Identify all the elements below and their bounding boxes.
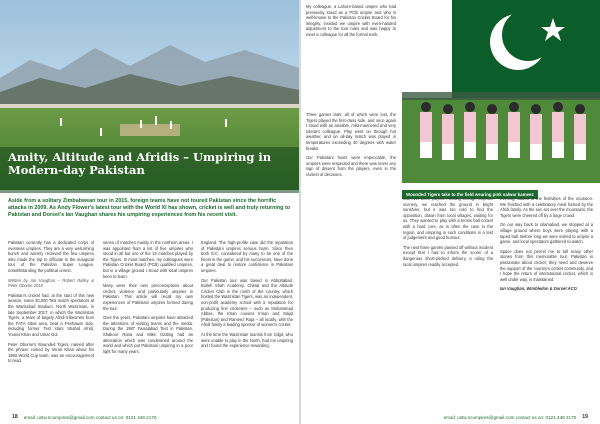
paragraph: The next three games passed off without incident except that I had to inform the scorer of a dangerous short-pitched delivery, a ruling the local umpires readily accepted. bbox=[403, 244, 493, 267]
photo-caption-band bbox=[402, 183, 600, 197]
footer-right bbox=[444, 414, 594, 420]
paragraph: Our Pakistan tour was based in Abbottabad. Bulleh Shah Academy, Chitral and the Altitude Cricket Club in the north of the country, which hosted the Waziristan Tigers, was an independent, non-profit academy school with a reputation for producing fine cricketers – such as Mohammad Abbas, the Khan cousins Imran and Majid (Pakistan) and Rameez Raja – all locally, with the Afridi family a leading sponsor of women's cricket. bbox=[201, 277, 293, 328]
paragraph: Over the years, Pakistani umpires have attracted the attentions of visiting teams and the media. During the 1987 Faisalabad Test in Pakistan, Shakoor Rana and Mike Gatting had an altercation which was condemned around the world and which put Pakistani umpiring in a poor light for many years. bbox=[103, 315, 193, 354]
right-column-2 bbox=[403, 196, 493, 271]
paragraph: On our way back to Islamabad, we stopped at a village ground where boys were playing with a taped ball. Before long we were invited to umpire a game, and local spectators gathered to watch. bbox=[500, 222, 593, 245]
footer-contact: email: ustw.ncumpires@gmail.com contact us on: 0121 448 2170 bbox=[23, 414, 157, 420]
paragraph: Pakistan's cricket had, at the start of this new season, some 20,000 Test match spectators at the Wazirabad Stadium, North Waziristan, in late September 2017, in which the Waziristan Tigers, a team of largely Afridi tribesmen from the FATA tribal area, beat a Peshawar side, including former Test stars Shahid Afridi, Younis Khan and Umar Gul. bbox=[8, 292, 94, 337]
photo-caption: Wounded Tigers take to the field wearing pink salwar kameez bbox=[402, 190, 538, 199]
author-signoff: Ian Vaughan, Wimbledon & Dorset ACO bbox=[500, 286, 577, 292]
right-column-1 bbox=[306, 4, 396, 42]
paragraph: England. The high-profile case did the reputation of Pakistani umpires serious harm. Since then both ICC, considered by many to be one of the finest in the game, and his successors, have done a great deal to restore confidence in Pakistani umpires. bbox=[201, 240, 293, 273]
page-gutter bbox=[299, 0, 301, 424]
headline-band bbox=[0, 147, 299, 193]
paragraph: evening, added to the festivities of the occasion. We finished with a celebratory meal hosted by the Afridi family. As the sun set over the mountains, the Tigers were cheered off by a large crowd. bbox=[500, 196, 593, 218]
left-column-2 bbox=[103, 240, 193, 358]
footer-contact: email: ustw.ncumpires@gmail.com contact us on: 0121 448 2170 bbox=[443, 414, 577, 420]
paragraph: Our Pakistani hosts were impeccable, the umpires were respected and there was never any sign of dissent from the players, even in the closest of decisions. bbox=[306, 155, 396, 177]
paragraph: Space does not permit me to tell many other stories from this memorable tour. Pakistan is passionate about cricket; they need and deserve the support of the country's cricket community, and I hope the return of international cricket, which is well under way, is maintained. bbox=[500, 248, 593, 282]
right-column-1-lower bbox=[306, 112, 396, 182]
paragraph: Pakistan currently has a dedicated corps of overseas umpires. They are a very welcoming bunch and warmly received the few umpires who made the trip to officiate in the inaugural tour of the Pakistan Super League, notwithstanding the political unrest. bbox=[8, 240, 94, 273]
paragraph: My colleague, a Lahore-based umpire who had previously stood as a PCB umpire and who is well-known to the Pakistan Cricket Board for his integrity, insisted we umpire with even-handed adjustment to the tour rules and was happy to meet a colleague for all the formal work. bbox=[306, 4, 396, 37]
paragraph: had ever been played. Passing through majestic scenery, we reached the ground in bright sunshine, but it was too cold to find the opposition, drawn from local villages, waiting for us. They wanted to play with a tennis ball cricket with a hard core, as is often the case in the region, and umpiring in such conditions is a test of judgement and good humour. bbox=[403, 196, 493, 241]
paragraph: Peter Oborne's Wounded Tigers, named after the phrase coined by Imran Khan about his 1992 World Cup team, was an encouragement to read. bbox=[8, 341, 94, 364]
page-number: 18 bbox=[12, 414, 18, 420]
paragraph: Many were their own preconceptions about cricket, violence and particularly umpires in Pakistan. This article will recall my own experiences of Pakistani umpires formed during the tour. bbox=[103, 283, 193, 311]
page-number: 19 bbox=[582, 414, 588, 420]
article-headline: Amity, Altitude and Afridis – Umpiring in Modern-day Pakistan bbox=[8, 150, 272, 177]
paragraph: Three games later, all of which were lost, the Tigers played the first-class side, and once again I stood with an amiable, mild-mannered and very tolerant colleague. Play went on through hot weather, and an all-day match was played in temperatures exceeding 40 degrees with water breaks. bbox=[306, 112, 396, 151]
article-standfirst: Aside from a solitary Zimbabwean tour in 2015, foreign teams have not toured Pakistan since the horrific attacks in 2009. As Andy Flower's latest tour with the World XI has shown, cricket is well and truly returning to Pakistan and Dorset's Ian Vaughan shares his umpiring experiences from his recent visit. bbox=[8, 198, 291, 218]
footer-left bbox=[6, 414, 156, 420]
left-column-3 bbox=[201, 240, 293, 353]
right-column-3 bbox=[500, 196, 593, 296]
paragraph: At the time the Waziristan tourists from Gilgit, who were unable to play in the North, had me umpiring and I found the experience rewarding. bbox=[201, 331, 293, 349]
paragraph: series of matches mainly in the northern areas. I was appointed from a list of five umpires who stood in all but one of the 15 matches played by the Tigers. In most matches, my colleagues were Pakistan Cricket Board (PCB) qualified umpires, but in a village ground I stood with local umpires keen to learn. bbox=[103, 240, 193, 279]
left-column-1 bbox=[8, 240, 94, 368]
team-photo bbox=[402, 0, 600, 183]
byline: Written by Ian Vaughan – Robert Ridley & Peter Oborne 2018 bbox=[8, 277, 94, 289]
